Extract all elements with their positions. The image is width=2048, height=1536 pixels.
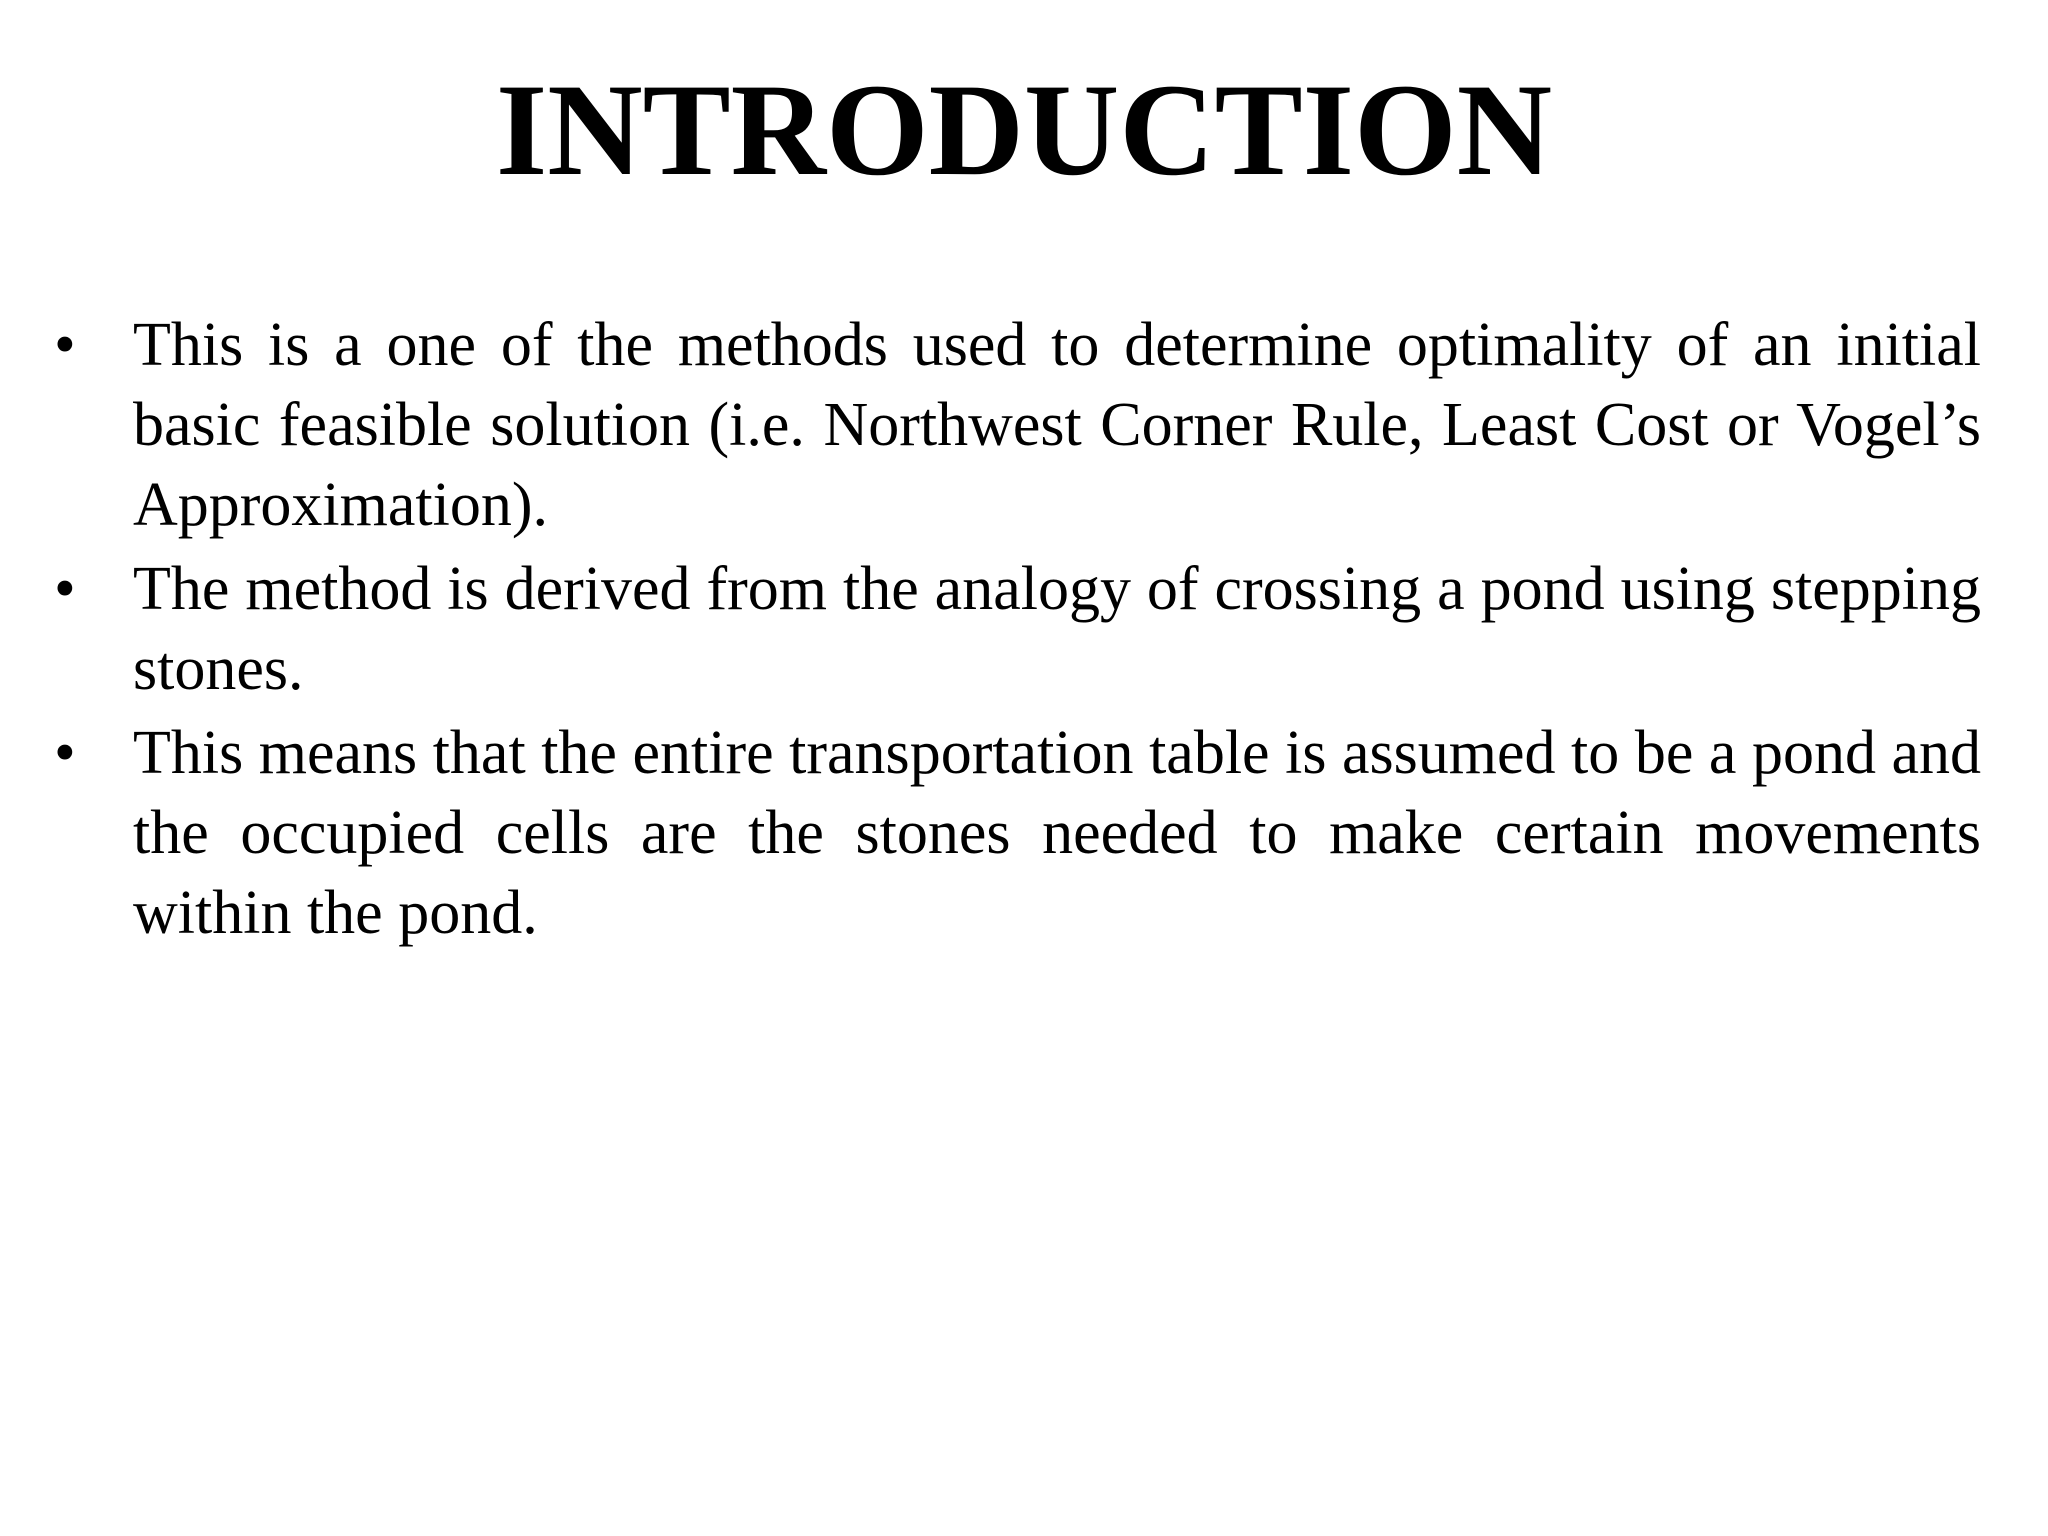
bullet-item [0, 305, 2048, 545]
bullet-list [0, 305, 2048, 957]
bullet-dot-icon: • [54, 719, 76, 787]
slide-title: INTRODUCTION [495, 56, 1553, 203]
bullet-dot-icon: • [54, 555, 76, 623]
bullet-item [0, 549, 2048, 709]
bullet-item [0, 713, 2048, 953]
bullet-text: The method is derived from the analogy of crossing a pond using stepping stones. [133, 555, 1981, 703]
bullet-dot-icon: • [54, 311, 76, 379]
bullet-text: This means that the entire transportation table is assumed to be a pond and the occupied cells are the stones needed to make certain movements within the pond. [133, 719, 1981, 947]
bullet-text: This is a one of the methods used to determine optimality of an initial basic feasible solution (i.e. Northwest Corner Rule, Least Cost or Vogel’s Approximation). [133, 311, 1981, 539]
